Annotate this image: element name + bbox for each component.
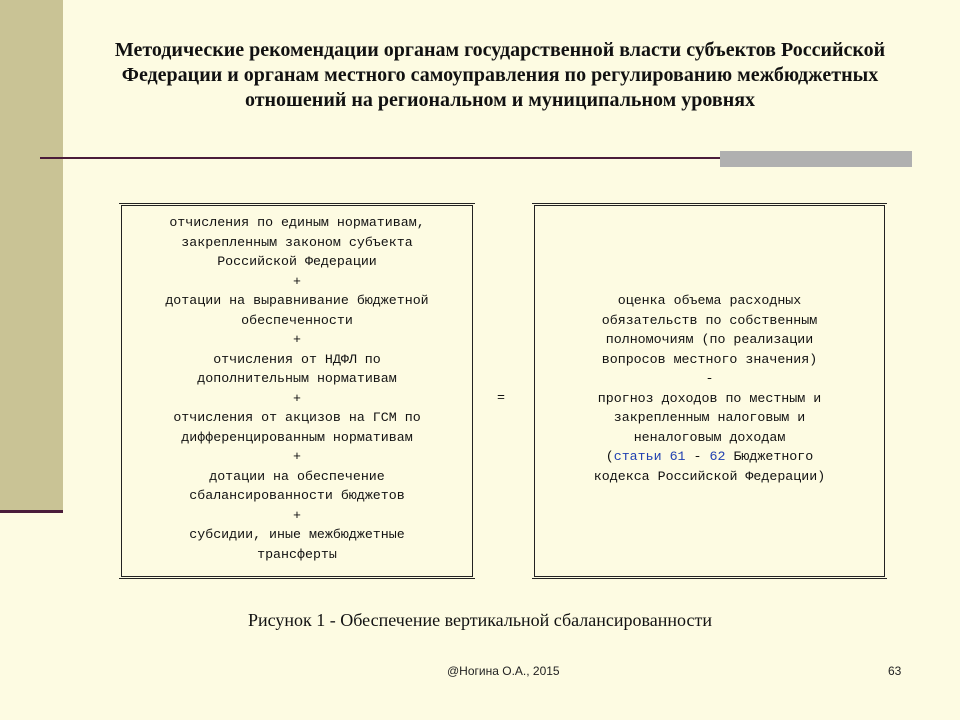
left-box-line: отчисления от акцизов на ГСМ по (173, 410, 421, 425)
left-box-line: Российской Федерации (217, 254, 377, 269)
right-box-line: закрепленным налоговым и (613, 410, 806, 425)
left-box-line: отчисления от НДФЛ по (213, 351, 381, 367)
article-62-link[interactable]: 62 (709, 449, 726, 464)
right-box-line: неналоговым доходам (633, 429, 786, 445)
left-box-line: + (293, 273, 301, 289)
left-box-line: + (293, 390, 301, 406)
left-box-line: + (293, 449, 301, 464)
title-accent-bar (720, 151, 912, 167)
figure-caption: Рисунок 1 - Обеспечение вертикальной сбалансированности (247, 610, 712, 630)
left-box-line: сбалансированности бюджетов (189, 488, 405, 503)
budget-code-reference: (статьи 61 - 62 Бюджетного (605, 449, 814, 464)
left-box-line: дополнительным нормативам (197, 371, 397, 386)
right-box-line: прогноз доходов по местным и (597, 390, 822, 406)
right-box-line: - (705, 371, 714, 386)
left-box-line: трансферты (257, 546, 337, 562)
left-box-line: дотации на обеспечение (209, 468, 385, 484)
budget-code-reference-cont: кодекса Российской Федерации) (593, 468, 826, 484)
page-number: 63 (888, 664, 902, 678)
left-box-line: закрепленным законом субъекта (181, 234, 413, 250)
revenue-sources-box (121, 205, 473, 577)
left-box-line: дотации на выравнивание бюджетной (165, 293, 429, 308)
left-box-line: дифференцированным нормативам (181, 429, 413, 445)
left-box-line: + (293, 332, 301, 347)
left-band-divider (0, 510, 63, 513)
right-box-line: оценка объема расходных (617, 293, 802, 308)
expenditure-obligations-box (534, 205, 885, 577)
left-box-line: + (293, 507, 301, 523)
left-box-line: отчисления по единым нормативам, (169, 215, 425, 230)
slide-title: Методические рекомендации органам государственной власти субъектов Российской Федерации и органам местного самоуправления по регулированию межбюджетных отношений на региональном и муниципальном уровнях (114, 39, 886, 111)
right-box-line: полномочиям (по реализации (605, 332, 814, 347)
article-61-link[interactable]: статьи 61 (613, 449, 686, 464)
right-box-line: обязательств по собственным (601, 312, 818, 328)
equals-sign: = (497, 390, 505, 405)
right-box-line: вопросов местного значения) (601, 351, 818, 367)
footer-author: @Ногина О.А., 2015 (447, 664, 560, 678)
left-decorative-band (0, 0, 63, 512)
left-box-line: субсидии, иные межбюджетные (189, 527, 405, 542)
left-box-line: обеспеченности (241, 312, 353, 328)
